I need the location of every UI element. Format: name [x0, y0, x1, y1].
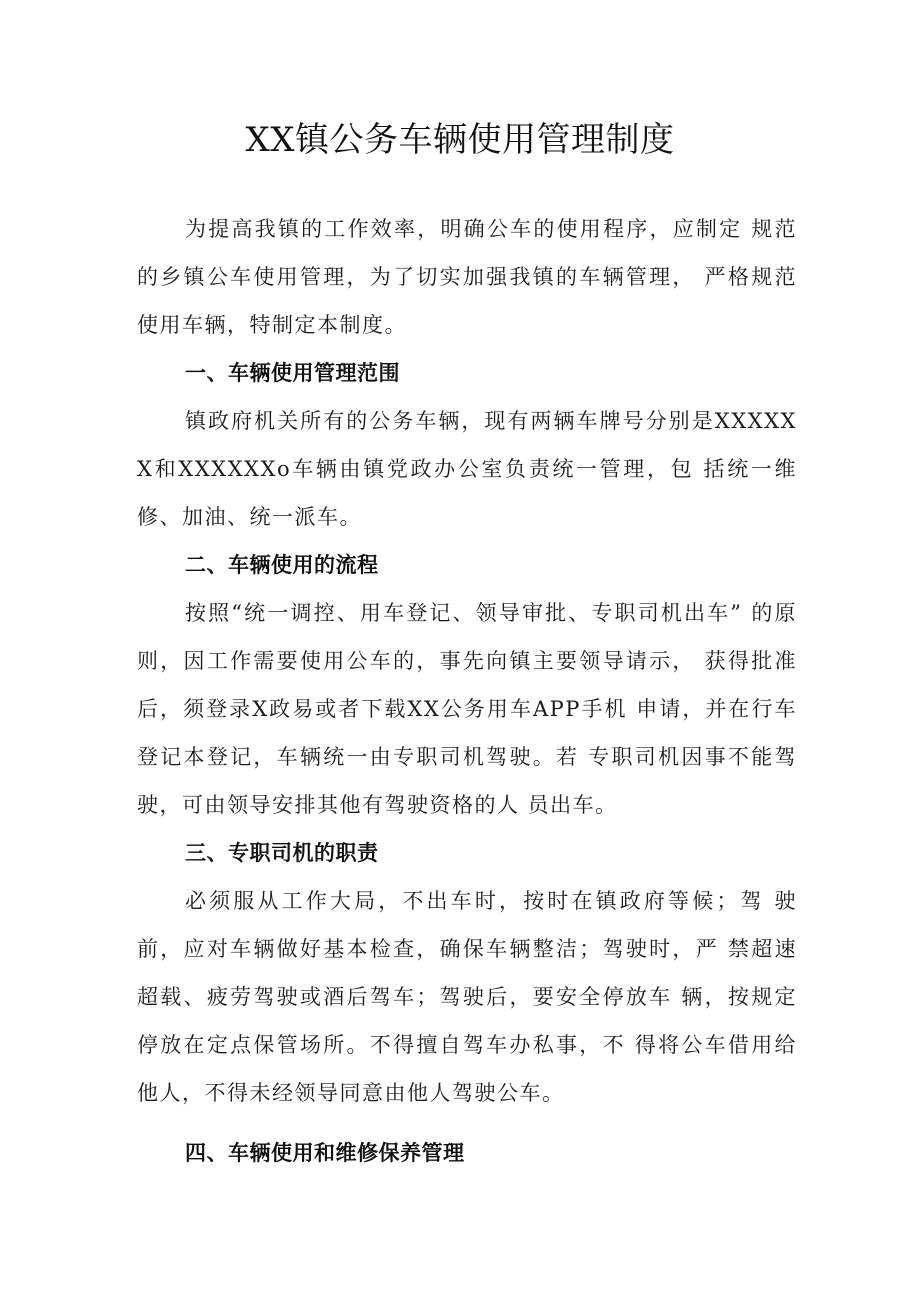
section-heading-process: 二、车辆使用的流程 [185, 553, 379, 577]
section-body-process: 按照“统一调控、用车登记、领导审批、专职司机出车” 的原则，因工作需要使用公车的，事先向镇主要领导请示， 获得批准后，须登录X政易或者下载XX公务用车APP手机 申请，并在行车登记本登记，车辆统一由专职司机驾驶。若 专职司机因事不能驾驶，可由领导安排其他有驾驶资格的人 员出车。 [137, 601, 797, 817]
section-heading-driver-duties: 三、专职司机的职责 [185, 841, 379, 865]
section-body-scope: 镇政府机关所有的公务车辆，现有两辆车牌号分别是XXXXXX和XXXXXXo车辆由镇党政办公室负责统一管理，包 括统一维修、加油、统一派车。 [137, 409, 797, 529]
document-body [137, 205, 797, 1177]
section-heading-maintenance: 四、车辆使用和维修保养管理 [185, 1141, 465, 1165]
section-heading-scope: 一、车辆使用管理范围 [185, 361, 400, 385]
document-title: XX镇公务车辆使用管理制度 [245, 120, 675, 160]
intro-paragraph: 为提高我镇的工作效率，明确公车的使用程序，应制定 规范的乡镇公车使用管理，为了切实加强我镇的车辆管理， 严格规范使用车辆，特制定本制度。 [137, 217, 797, 337]
section-body-driver-duties: 必须服从工作大局，不出车时，按时在镇政府等候；驾 驶前，应对车辆做好基本检查，确保车辆整洁；驾驶时，严 禁超速超载、疲劳驾驶或酒后驾车；驾驶后，要安全停放车 辆，按规定停放在定点保管场所。不得擅自驾车办私事，不 得将公车借用给他人，不得未经领导同意由他人驾驶公车。 [137, 889, 797, 1105]
